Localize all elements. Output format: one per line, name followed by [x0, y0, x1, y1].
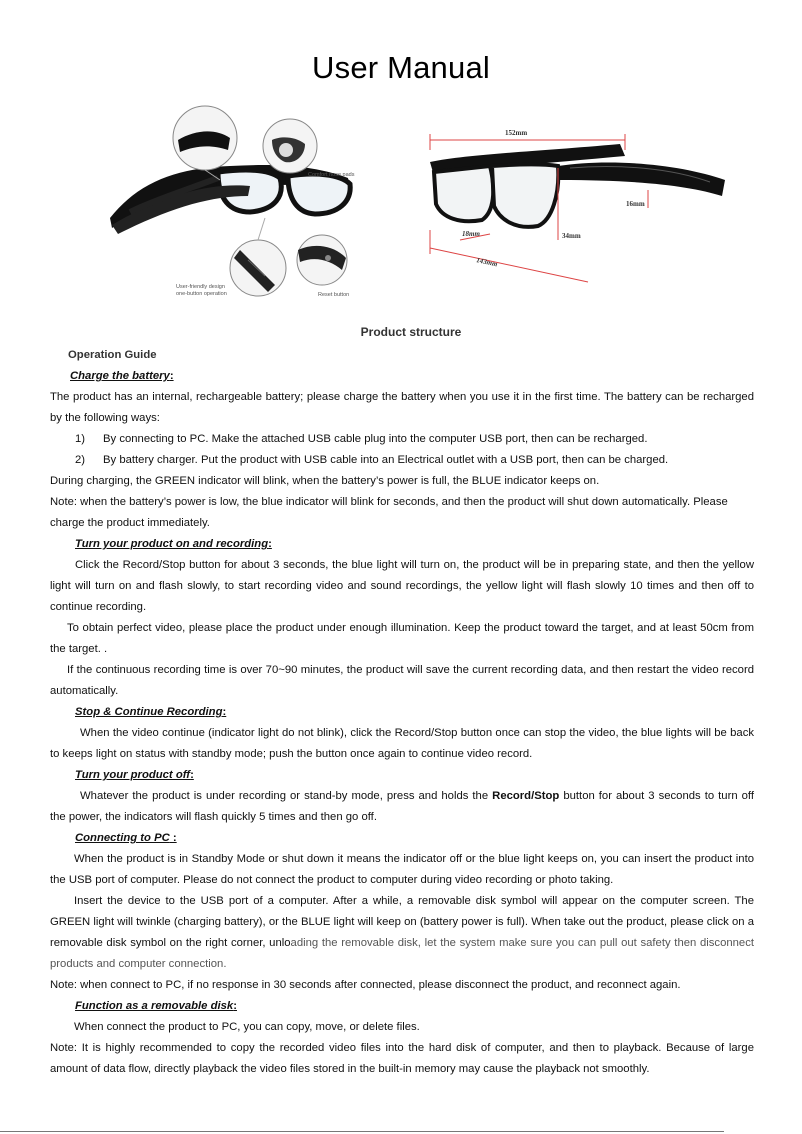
turn-on-p3: If the continuous recording time is over 70~90 minutes, the product will save the current recording data, and then restart the video record automatically. [50, 664, 754, 697]
charge-way-1-num: 1) [75, 433, 86, 445]
disk-note: Note: It is highly recommended to copy the recorded video files into the hard disk of computer, and then to playback. Because of large amount of data flow, directly playback the video files stored in the built-in memory may cause the playback not smoothly. [50, 1042, 754, 1075]
turn-on-heading-colon: : [268, 538, 272, 550]
right-glasses-lens-left [434, 166, 493, 221]
charge-way-2 [50, 450, 754, 471]
bridge-label: 18mm [462, 230, 480, 238]
disk-heading-text: Function as a removable disk [75, 1000, 234, 1012]
callout-nose-pads [263, 119, 317, 173]
charge-intro: The product has an internal, rechargeable battery; please charge the battery when you use it in the first time. The battery can be recharged by the following ways: [50, 391, 754, 424]
stop-heading-text: Stop & Continue Recording [75, 706, 223, 718]
turn-off-heading-text: Turn your product off [75, 769, 191, 781]
pc-p1: When the product is in Standby Mode or shut down it means the indicator off or the blue light keeps on, you can insert the product into the USB port of computer. Please do not connect the product to computer during video recording or photo taking. [50, 853, 754, 886]
turn-on-heading [50, 534, 754, 555]
charge-way-2-text: By battery charger. Put the product with USB cable into an Electrical outlet with a USB port, then can be charged. [103, 454, 669, 466]
pc-p2-main: Insert the device to the USB port of a computer. After a while, a removable disk symbol will appear on the computer screen. The GREEN light will twinkle (charging battery), or the BLUE light will keep on (battery power is full). When take out the product, please click on a removable disk symbol on the right corner, unlo [50, 895, 754, 949]
pc-heading [50, 828, 754, 849]
pc-p2 [50, 891, 754, 975]
label-reset: Reset button [318, 292, 350, 298]
charge-heading [50, 366, 754, 387]
bridge-dimension [460, 230, 490, 240]
glasses-dimensions-figure [420, 120, 740, 290]
lens-height-label: 34mm [562, 232, 581, 240]
charge-way-2-num: 2) [75, 454, 86, 466]
turn-on-heading-text: Turn your product on and recording [75, 538, 269, 550]
label-nose-pads: Comfort nose pads [308, 172, 355, 178]
turn-off-heading-colon: : [190, 769, 194, 781]
pc-heading-colon: : [169, 832, 177, 844]
glasses-structure-figure [100, 100, 380, 305]
right-glasses-lens-right [492, 165, 558, 227]
turn-on-p1: Click the Record/Stop button for about 3 seconds, the blue light will turn on, the product will be in preparing state, and then the yellow light will turn on and flash slowly, to start recording video and sound recordings, the yellow light will flash slowly 10 times and then off to continue recording. [50, 559, 754, 613]
charge-note: Note: when the battery’s power is low, the blue indicator will blink for seconds, and then the product will shut down automatically. Please charge the product immediately. [50, 496, 728, 529]
pc-p2-gray: ading the removable disk, let the system make sure you can pull out safety then disconnect products and computer connection. [50, 937, 754, 970]
footer-rule [0, 1131, 724, 1132]
charge-way-1 [50, 429, 754, 450]
label-button-line1: User-friendly design [176, 284, 225, 290]
turn-off-p1 [50, 786, 754, 828]
label-button-line2: one-button operation [176, 291, 227, 297]
charge-heading-colon: : [169, 370, 174, 382]
pc-note: Note: when connect to PC, if no response in 30 seconds after connected, please disconnect the product, and reconnect again. [50, 979, 681, 991]
stop-heading [50, 702, 754, 723]
turn-off-p1-bold: Record/Stop [492, 790, 560, 802]
turn-on-p2: To obtain perfect video, please place the product under enough illumination. Keep the product toward the target, and at least 50cm from the target. . [50, 622, 754, 655]
arm-dimension [626, 190, 648, 208]
turn-off-p1-before: Whatever the product is under recording or stand-by mode, press and holds the [80, 790, 493, 802]
page-title: User Manual [312, 50, 490, 85]
width-label: 152mm [505, 129, 528, 137]
charge-heading-text: Charge the battery [70, 370, 170, 382]
arm-label: 16mm [626, 200, 645, 208]
disk-heading-colon: : [233, 1000, 237, 1012]
stop-heading-colon: : [222, 706, 227, 718]
disk-heading [50, 996, 754, 1017]
stop-p1: When the video continue (indicator light do not blink), click the Record/Stop button once can stop the video, the blue lights will be back to keeps light on status with standby mode; push the button once again to continue video record. [50, 727, 754, 760]
charge-way-1-text: By connecting to PC. Make the attached USB cable plug into the computer USB port, then can be recharged. [103, 433, 648, 445]
callout-button [230, 218, 286, 296]
temple-label: 143mm [475, 256, 499, 269]
charge-during: During charging, the GREEN indicator will blink, when the battery’s power is full, the BLUE indicator keeps on. [50, 475, 600, 487]
disk-p1: When connect the product to PC, you can copy, move, or delete files. [74, 1021, 420, 1033]
callout-reset [297, 235, 347, 285]
figure-caption: Product structure [360, 325, 462, 339]
left-glasses-lens-right [288, 174, 350, 214]
operation-guide-heading: Operation Guide [68, 349, 157, 361]
pc-heading-text: Connecting to PC [75, 832, 170, 844]
operation-guide [50, 345, 754, 1080]
turn-off-heading [50, 765, 754, 786]
turn-off-p1-after: button for about 3 seconds to turn off the power, the indicators will flash quickly 5 times and then go off. [50, 790, 754, 823]
